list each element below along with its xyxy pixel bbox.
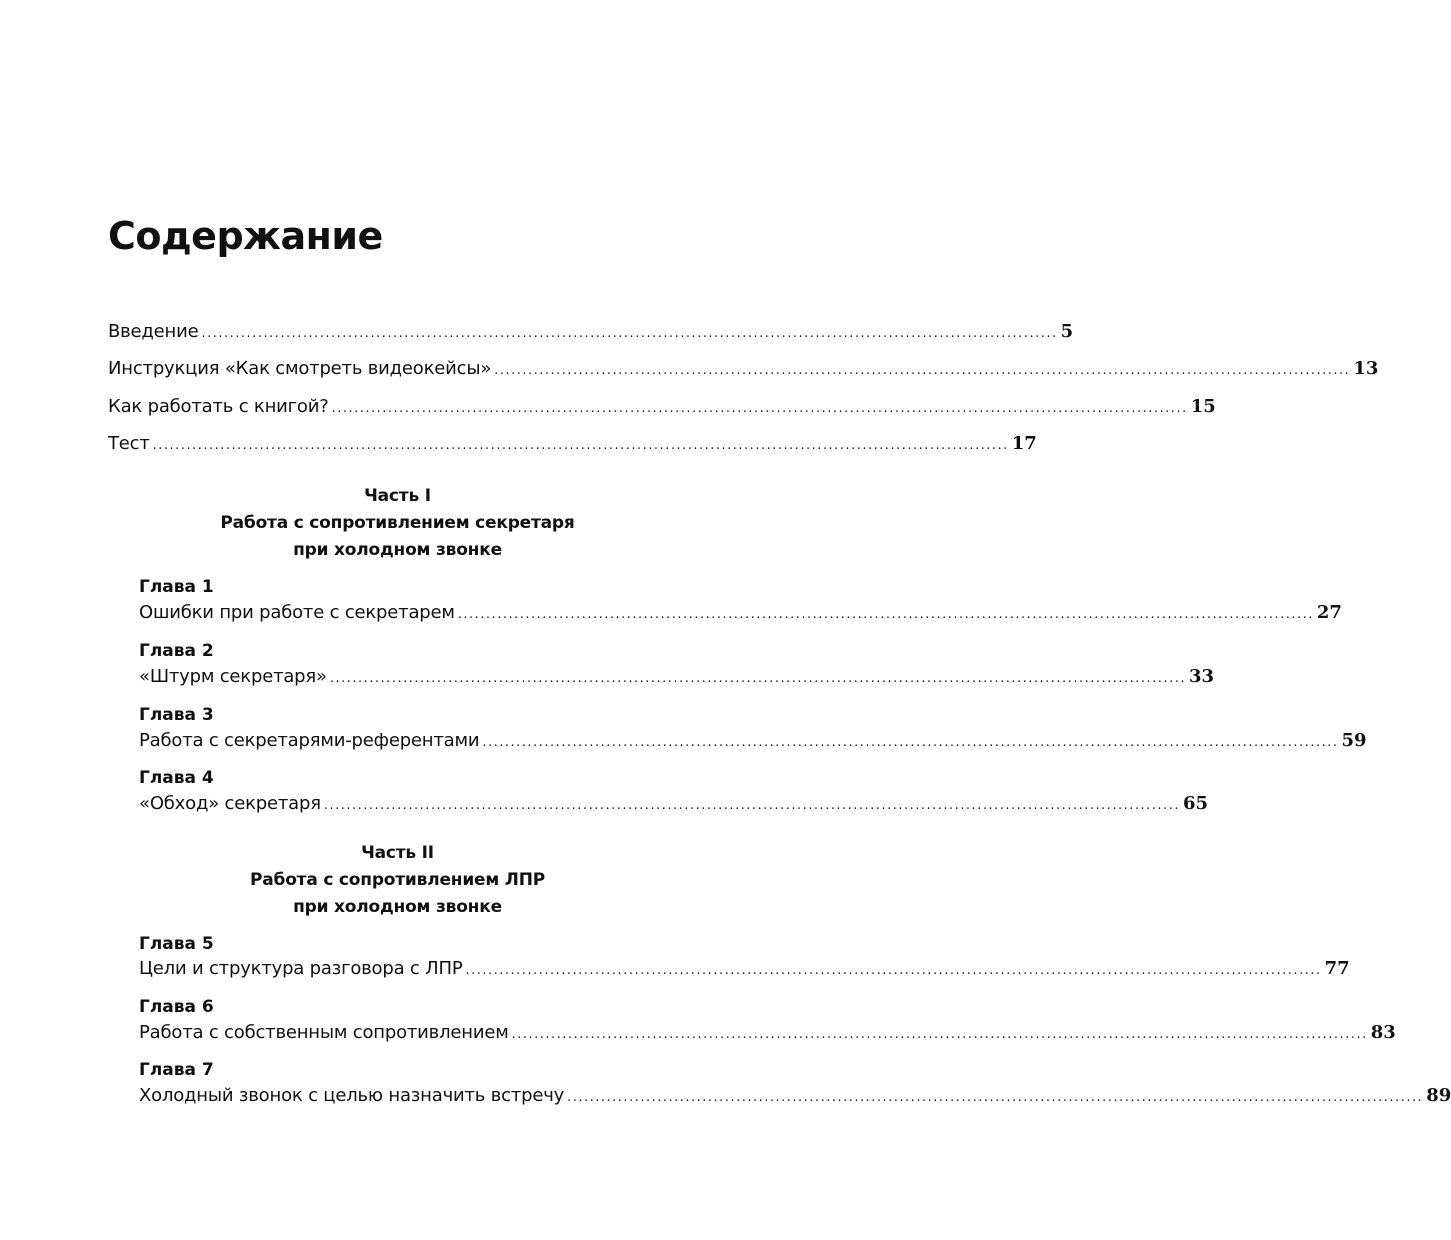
toc-entry-label: Работа с секретарями-референтами [139, 730, 480, 751]
leader-dots: ........................................................................................................................................................ [331, 401, 1188, 416]
part-title-line: при холодном звонке [293, 897, 502, 917]
toc-entry[interactable] [139, 729, 1367, 755]
toc-entry[interactable] [108, 395, 1216, 421]
leader-dots: ........................................................................................................................................................ [201, 326, 1058, 341]
leader-dots: ........................................................................................................................................................ [152, 438, 1009, 453]
toc-entry-label: Цели и структура разговора с ЛПР [139, 958, 463, 979]
part-label: Часть I [364, 486, 431, 506]
leader-dots: ........................................................................................................................................................ [494, 363, 1351, 378]
toc-entry[interactable] [139, 792, 1209, 818]
toc-entry-label: Работа с собственным сопротивлением [139, 1022, 509, 1043]
toc-entry[interactable] [108, 432, 1037, 458]
toc-entry-label: Холодный звонок с целью назначить встречу [139, 1085, 565, 1106]
chapter-label: Глава 7 [139, 1060, 214, 1080]
toc-entry-page: 15 [1190, 396, 1216, 417]
toc-entry-label: Тест [108, 433, 150, 454]
toc-entry-label: Инструкция «Как смотреть видеокейсы» [108, 358, 492, 379]
toc-entry-page: 89 [1426, 1085, 1451, 1106]
toc-entry-page: 5 [1060, 321, 1074, 342]
toc-entry-page: 27 [1316, 602, 1342, 623]
leader-dots: ........................................................................................................................................................ [482, 735, 1339, 750]
chapter-label: Глава 3 [139, 705, 214, 725]
toc-entry-label: Ошибки при работе с секретарем [139, 602, 455, 623]
leader-dots: ........................................................................................................................................................ [567, 1090, 1424, 1105]
leader-dots: ........................................................................................................................................................ [457, 607, 1314, 622]
chapter-label: Глава 1 [139, 577, 214, 597]
toc-entry[interactable] [139, 1021, 1396, 1047]
toc-entry-page: 17 [1011, 433, 1037, 454]
toc-entry-label: Как работать с книгой? [108, 396, 329, 417]
toc-entry[interactable] [139, 1084, 1451, 1110]
toc-entry-label: «Обход» секретаря [139, 793, 321, 814]
toc-entry[interactable] [108, 357, 1379, 383]
leader-dots: ........................................................................................................................................................ [511, 1027, 1368, 1042]
chapter-label: Глава 5 [139, 934, 214, 954]
chapter-label: Глава 6 [139, 997, 214, 1017]
toc-entry-label: «Штурм секретаря» [139, 666, 327, 687]
toc-entry[interactable] [108, 320, 1074, 346]
toc-entry-label: Введение [108, 321, 199, 342]
part-heading [108, 483, 687, 564]
toc-entry-page: 83 [1370, 1022, 1396, 1043]
part-title-line: Работа с сопротивлением секретаря [220, 513, 575, 533]
toc-entry-page: 65 [1182, 793, 1209, 814]
leader-dots: ........................................................................................................................................................ [323, 798, 1180, 813]
part-label: Часть II [361, 843, 434, 863]
part-heading [108, 840, 687, 921]
toc-entry-page: 59 [1341, 730, 1367, 751]
toc-entry-page: 33 [1188, 666, 1215, 687]
chapter-label: Глава 2 [139, 641, 214, 661]
toc-entry-page: 13 [1353, 358, 1379, 379]
chapter-label: Глава 4 [139, 768, 214, 788]
leader-dots: ........................................................................................................................................................ [465, 963, 1322, 978]
toc-entry[interactable] [139, 957, 1350, 983]
part-title-line: Работа с сопротивлением ЛПР [250, 870, 545, 890]
toc-entry[interactable] [139, 665, 1215, 691]
toc-entry[interactable] [139, 601, 1342, 627]
leader-dots: ........................................................................................................................................................ [329, 671, 1186, 686]
toc-entry-page: 77 [1324, 958, 1350, 979]
page-title: Содержание [108, 214, 383, 258]
part-title-line: при холодном звонке [293, 540, 502, 560]
